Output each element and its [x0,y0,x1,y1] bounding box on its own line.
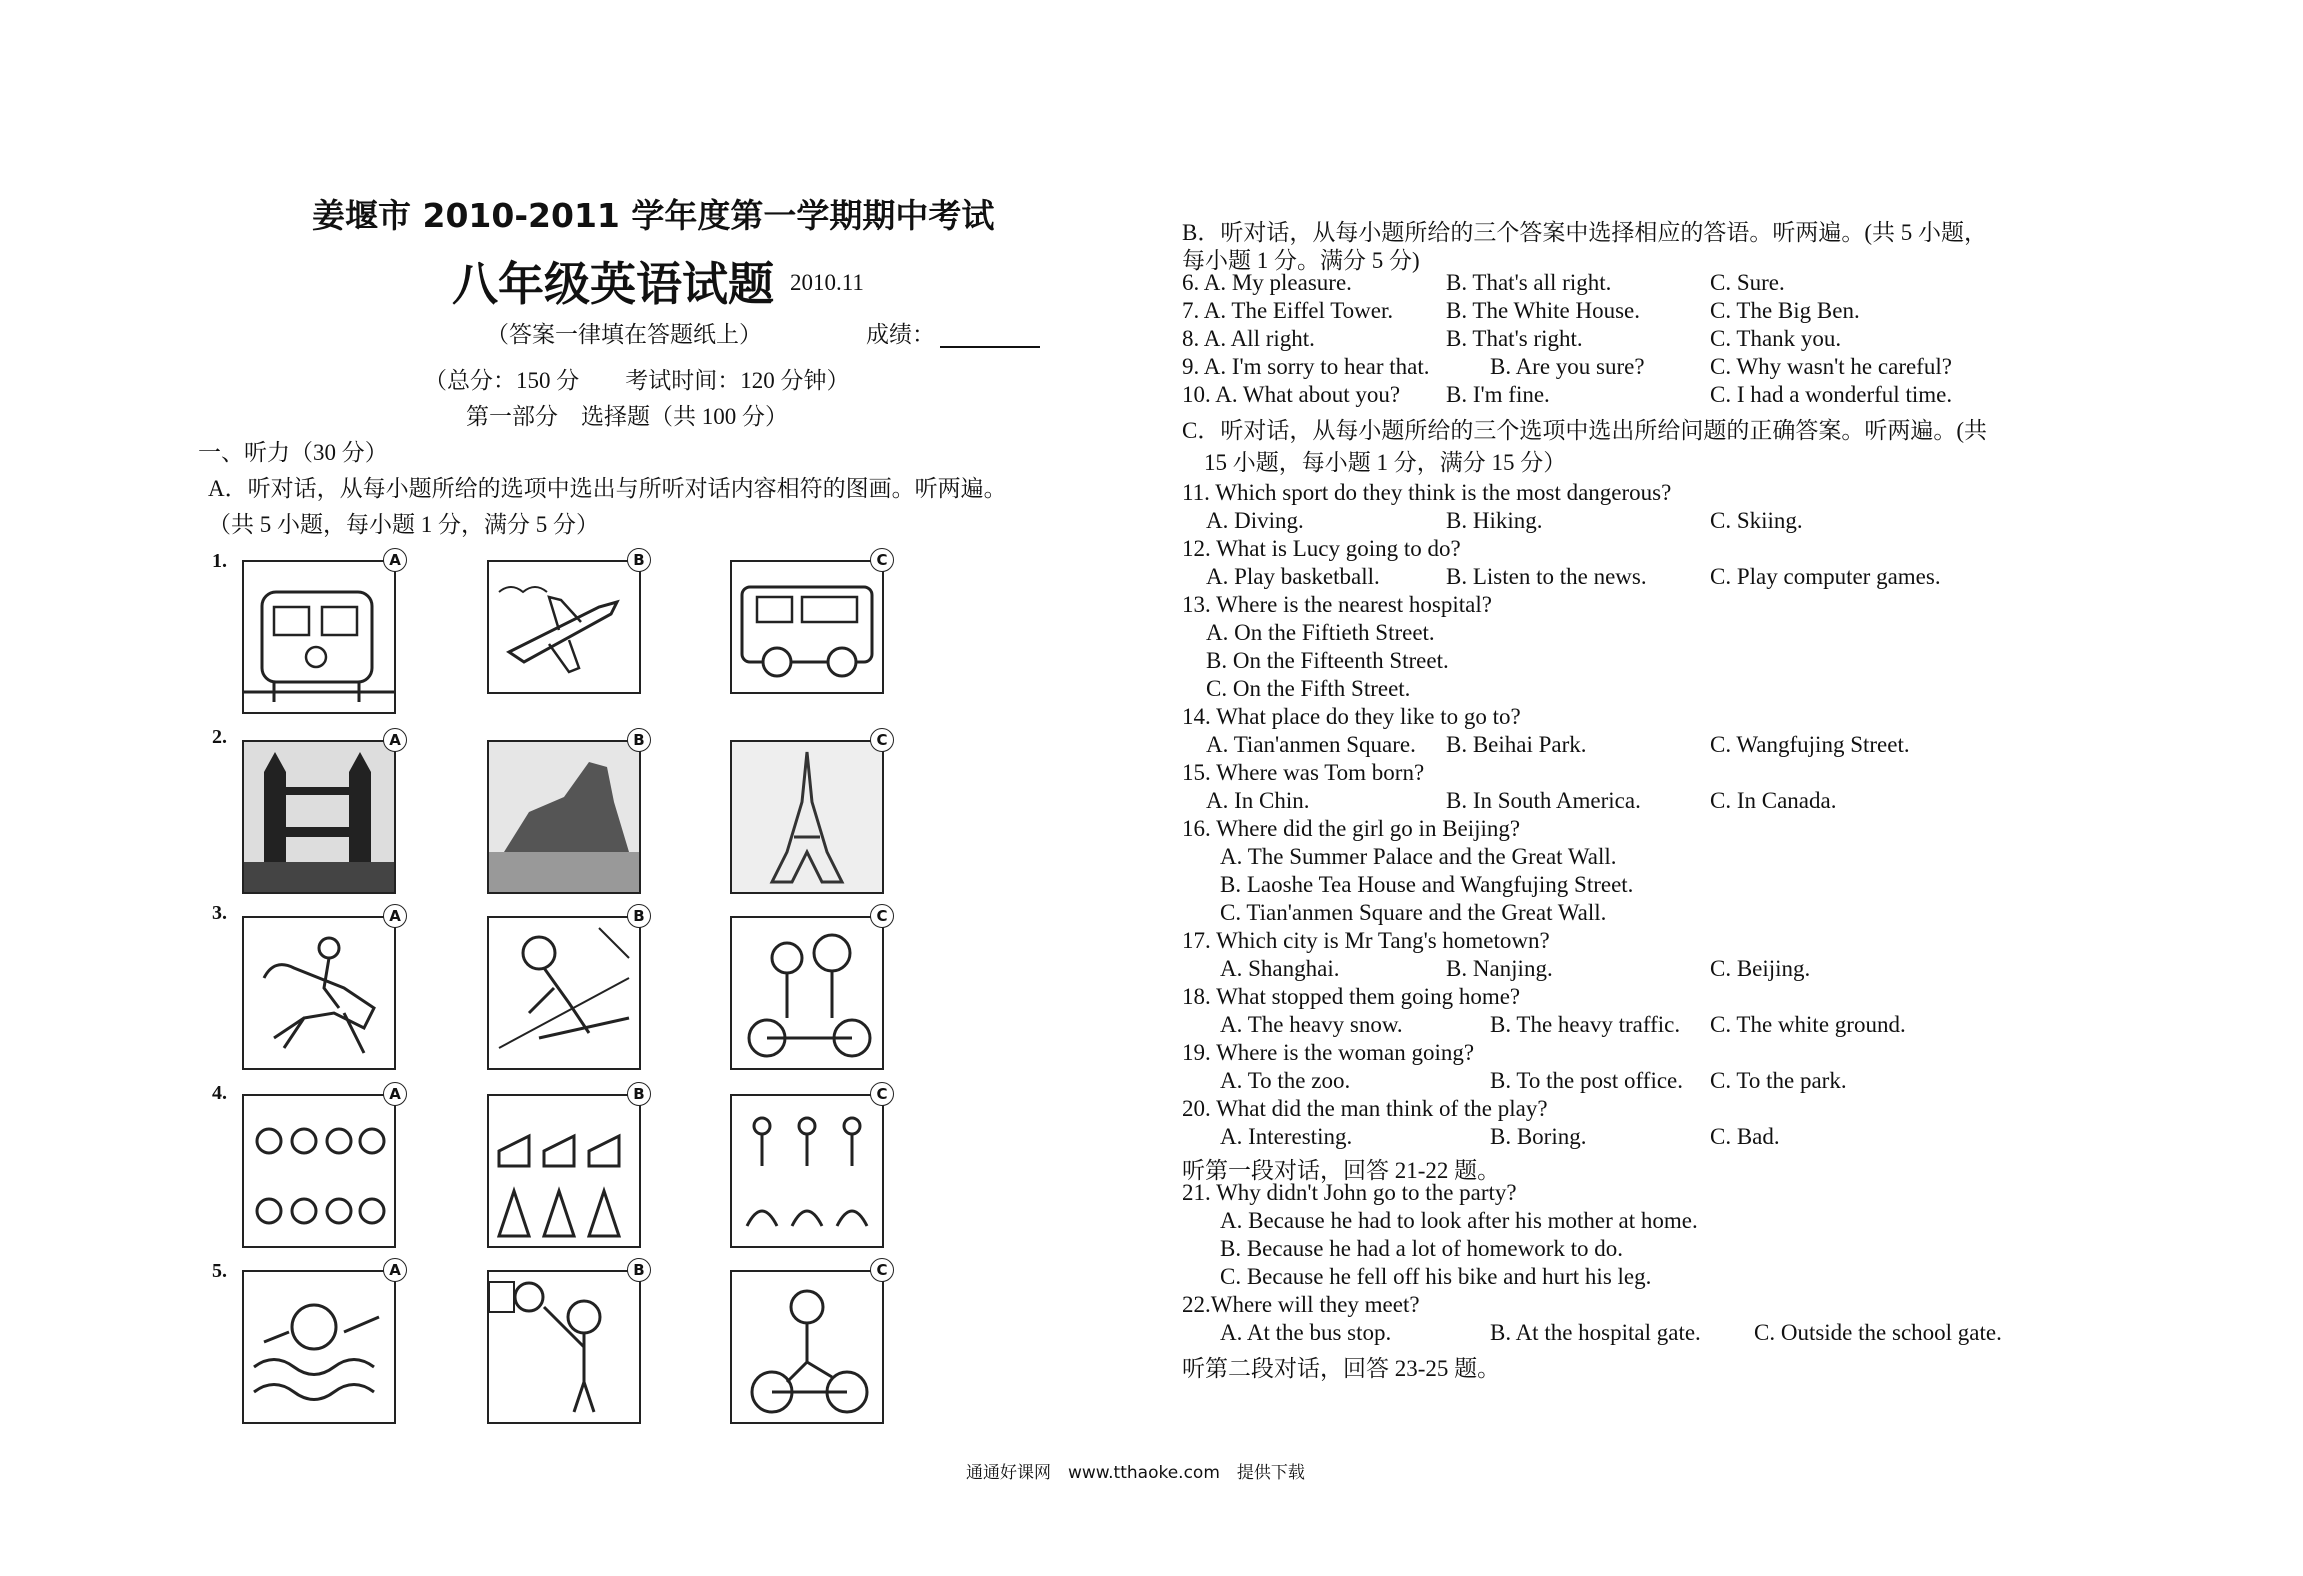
q22-option-b: B. At the hospital gate. [1490,1320,1701,1345]
q12-option-b: B. Listen to the news. [1446,564,1647,589]
tower-bridge-picture[interactable] [242,740,396,894]
total-info: （总分：150 分 考试时间：120 分钟） [424,368,850,393]
q19-option-c: C. To the park. [1710,1068,1847,1093]
q8-option-c: C. Thank you. [1710,326,1842,351]
q12-option-c: C. Play computer games. [1710,564,1941,589]
q12-stem: 12. What is Lucy going to do? [1182,536,1461,561]
q12-option-a: A. Play basketball. [1206,564,1380,589]
q11-option-c: C. Skiing. [1710,508,1803,533]
q7-option-b: B. The White House. [1446,298,1640,323]
q18-stem: 18. What stopped them going home? [1182,984,1521,1009]
flowers-picture[interactable] [730,1094,884,1248]
q11-option-a: A. Diving. [1206,508,1304,533]
q20-stem: 20. What did the man think of the play? [1182,1096,1548,1121]
score-label: 成绩： [866,322,935,347]
q15-stem: 15. Where was Tom born? [1182,760,1425,785]
q10-option-a: 10. A. What about you? [1182,382,1401,407]
swimming-picture[interactable] [242,1270,396,1424]
horse-riding-picture[interactable] [242,916,396,1070]
q7-option-c: C. The Big Ben. [1710,298,1860,323]
q17-stem: 17. Which city is Mr Tang's hometown? [1182,928,1550,953]
q7-option-a: 7. A. The Eiffel Tower. [1182,298,1394,323]
dialog2-note: 听第二段对话，回答 23-25 题。 [1182,1356,1501,1381]
q18-option-c: C. The white ground. [1710,1012,1906,1037]
bike-riding-picture[interactable] [730,1270,884,1424]
q6-option-c: C. Sure. [1710,270,1785,295]
option-a-marker: A [383,548,407,572]
oranges-picture[interactable] [242,1094,396,1248]
sphinx-picture[interactable] [487,740,641,894]
cycling-couple-picture[interactable] [730,916,884,1070]
eiffel-tower-picture[interactable] [730,740,884,894]
option-c-marker: C [870,1258,894,1282]
section-c-note: 15 小题，每小题 1 分，满分 15 分） [1204,450,1567,475]
train-picture[interactable] [242,560,396,714]
answer-note: （答案一律填在答题纸上） [486,322,762,347]
q21-stem: 21. Why didn't John go to the party? [1182,1180,1517,1205]
q14-stem: 14. What place do they like to go to? [1182,704,1521,729]
q8-option-b: B. That's right. [1446,326,1583,351]
q14-option-c: C. Wangfujing Street. [1710,732,1910,757]
q20-option-b: B. Boring. [1490,1124,1587,1149]
option-c-marker: C [870,1082,894,1106]
q11-stem: 11. Which sport do they think is the most dangerous? [1182,480,1672,505]
q22-option-c: C. Outside the school gate. [1754,1320,2002,1345]
q16-stem: 16. Where did the girl go in Beijing? [1182,816,1521,841]
section-c-instruction: C．听对话，从每小题所给的三个选项中选出所给问题的正确答案。听两遍。(共 [1182,418,1987,443]
q19-option-a: A. To the zoo. [1220,1068,1351,1093]
section-b-instruction: B．听对话，从每小题所给的三个答案中选择相应的答语。听两遍。(共 5 小题， [1182,220,1987,245]
question-number: 1. [212,550,227,572]
q13-stem: 13. Where is the nearest hospital? [1182,592,1492,617]
q16-option-b: B. Laoshe Tea House and Wangfujing Street. [1220,872,1634,897]
q17-option-c: C. Beijing. [1710,956,1811,981]
footer-source: 通通好课网 www.tthaoke.com 提供下载 [966,1463,1305,1483]
exam-date: 2010.11 [790,270,864,295]
q6-option-a: 6. A. My pleasure. [1182,270,1352,295]
q17-option-a: A. Shanghai. [1220,956,1340,981]
question-number: 3. [212,902,227,924]
option-b-marker: B [627,728,651,752]
score-blank-line [940,346,1040,348]
q13-option-a: A. On the Fiftieth Street. [1206,620,1435,645]
q15-option-b: B. In South America. [1446,788,1641,813]
option-a-marker: A [383,728,407,752]
q18-option-b: B. The heavy traffic. [1490,1012,1681,1037]
cakes-picture[interactable] [487,1094,641,1248]
section-a-instruction: A．听对话，从每小题所给的选项中选出与所听对话内容相符的图画。听两遍。 [208,476,1007,501]
q20-option-a: A. Interesting. [1220,1124,1353,1149]
option-c-marker: C [870,548,894,572]
dialog1-note: 听第一段对话，回答 21-22 题。 [1182,1158,1501,1183]
q13-option-b: B. On the Fifteenth Street. [1206,648,1449,673]
part1-title: 第一部分 选择题（共 100 分） [466,404,788,429]
q15-option-c: C. In Canada. [1710,788,1837,813]
q15-option-a: A. In Chin. [1206,788,1310,813]
q21-option-c: C. Because he fell off his bike and hurt his leg. [1220,1264,1652,1289]
basketball-picture[interactable] [487,1270,641,1424]
q11-option-b: B. Hiking. [1446,508,1543,533]
q19-stem: 19. Where is the woman going? [1182,1040,1475,1065]
section-a-note: （共 5 小题，每小题 1 分，满分 5 分） [208,512,599,537]
question-number: 5. [212,1260,227,1282]
q16-option-a: A. The Summer Palace and the Great Wall. [1220,844,1617,869]
q22-stem: 22.Where will they meet? [1182,1292,1420,1317]
q10-option-c: C. I had a wonderful time. [1710,382,1953,407]
q14-option-b: B. Beihai Park. [1446,732,1587,757]
q9-option-c: C. Why wasn't he careful? [1710,354,1952,379]
option-c-marker: C [870,904,894,928]
q8-option-a: 8. A. All right. [1182,326,1315,351]
q21-option-a: A. Because he had to look after his mother at home. [1220,1208,1698,1233]
option-c-marker: C [870,728,894,752]
q22-option-a: A. At the bus stop. [1220,1320,1392,1345]
option-a-marker: A [383,904,407,928]
option-b-marker: B [627,904,651,928]
q9-option-b: B. Are you sure? [1490,354,1645,379]
q6-option-b: B. That's all right. [1446,270,1612,295]
option-b-marker: B [627,548,651,572]
option-b-marker: B [627,1082,651,1106]
q18-option-a: A. The heavy snow. [1220,1012,1403,1037]
q16-option-c: C. Tian'anmen Square and the Great Wall. [1220,900,1607,925]
question-number: 4. [212,1082,227,1104]
section-b-note: 每小题 1 分。满分 5 分) [1182,248,1420,273]
q17-option-b: B. Nanjing. [1446,956,1553,981]
bus-picture[interactable] [730,560,884,694]
question-number: 2. [212,726,227,748]
listening-heading: 一、听力（30 分） [198,440,388,465]
q10-option-b: B. I'm fine. [1446,382,1550,407]
option-a-marker: A [383,1082,407,1106]
q14-option-a: A. Tian'anmen Square. [1206,732,1416,757]
q13-option-c: C. On the Fifth Street. [1206,676,1411,701]
q21-option-b: B. Because he had a lot of homework to do. [1220,1236,1624,1261]
option-b-marker: B [627,1258,651,1282]
exam-subtitle: 八年级英语试题 [452,257,774,311]
q19-option-b: B. To the post office. [1490,1068,1684,1093]
q9-option-a: 9. A. I'm sorry to hear that. [1182,354,1430,379]
airplane-picture[interactable] [487,560,641,694]
exam-title: 姜堰市 2010-2011 学年度第一学期期中考试 [312,196,995,235]
q20-option-c: C. Bad. [1710,1124,1780,1149]
skiing-picture[interactable] [487,916,641,1070]
option-a-marker: A [383,1258,407,1282]
